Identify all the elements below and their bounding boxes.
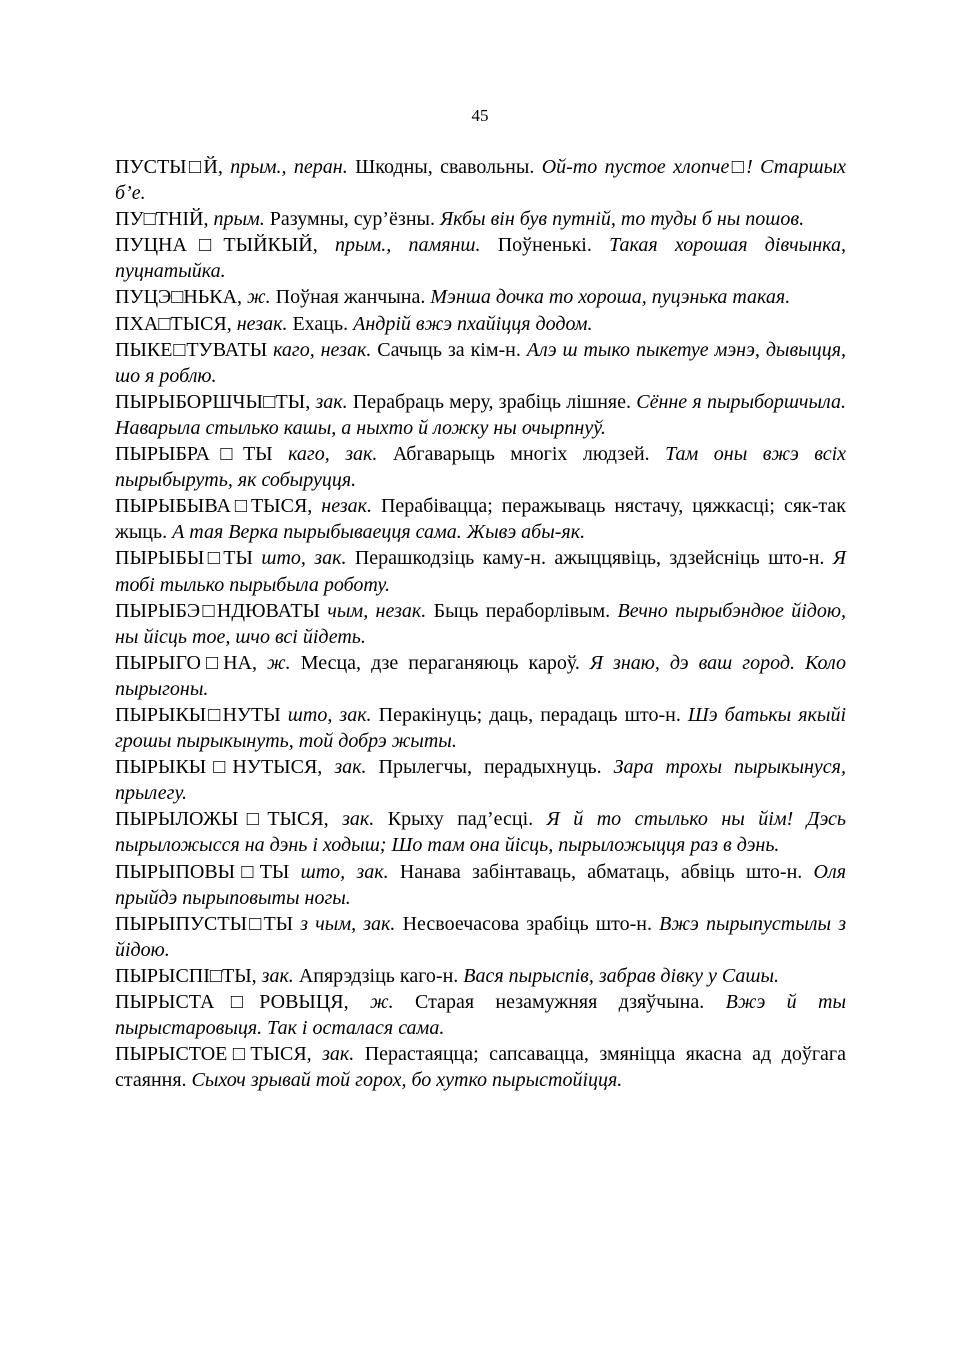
entry-definition: Крыху пад’есці. bbox=[387, 808, 547, 831]
entry-grammar-label: ж. bbox=[247, 286, 276, 309]
entry-headword: ПУЦЭ□НЬКА, bbox=[115, 286, 248, 309]
entry-grammar-label: ж. bbox=[267, 651, 301, 674]
entry-example: Ой-то пустое хлопче□! Старшых б’е. bbox=[115, 156, 847, 205]
entry-grammar-label: што, зак. bbox=[287, 703, 379, 726]
entry-example: Вечно пырыбэндюе йідою, ны йісць тое, шчо всі йідеть. bbox=[115, 599, 846, 648]
dictionary-entry bbox=[115, 389, 846, 441]
entry-definition: Перакінуць; даць, перадаць што-н. bbox=[378, 703, 688, 726]
dictionary-entry bbox=[115, 911, 846, 963]
entry-grammar-label: каго, незак. bbox=[273, 338, 378, 361]
dictionary-entry bbox=[115, 206, 846, 232]
entry-definition: Несвоечасова зрабіць што-н. bbox=[402, 912, 660, 935]
entry-grammar-label: што, зак. bbox=[300, 860, 400, 883]
entry-grammar-label: прым. bbox=[213, 208, 270, 231]
entry-example: Алэ ш тыко пыкетуе мэнэ, дывыцця, шо я роблю. bbox=[115, 338, 847, 387]
dictionary-entry bbox=[115, 311, 846, 337]
entry-example: Вжэ пырыпустылы з йідою. bbox=[115, 912, 847, 961]
entry-grammar-label: што, зак. bbox=[261, 547, 355, 570]
dictionary-entry bbox=[115, 154, 846, 206]
entry-grammar-label: зак. bbox=[322, 1043, 365, 1066]
entry-grammar-label: ж. bbox=[370, 991, 415, 1013]
entry-headword: ПУЦНА□ТЫЙКЫЙ, bbox=[115, 234, 335, 257]
entry-grammar-label: незак. bbox=[236, 312, 293, 335]
entry-definition: Старая незамужняя дзяўчына. bbox=[415, 991, 726, 1013]
entry-grammar-label: прым., памянш. bbox=[334, 234, 498, 257]
entry-headword: ПЫРЫКЫ□НУТЫ bbox=[115, 703, 288, 726]
dictionary-entry bbox=[115, 963, 846, 989]
dictionary-entry bbox=[115, 284, 846, 310]
entry-definition: Сачыць за кім-н. bbox=[377, 338, 527, 361]
entry-example: Андрій вжэ пхайіцця додом. bbox=[353, 312, 593, 335]
entry-headword: ПЫРЫПОВЫ□ТЫ bbox=[115, 860, 301, 883]
dictionary-entry bbox=[115, 337, 846, 389]
entry-headword: ПЫРЫСТОЕ□ТЫСЯ, bbox=[115, 1043, 323, 1066]
entry-example: Вжэ й ты пырыстаровыця. Так і осталася сама. bbox=[115, 991, 846, 1040]
entry-example: Я тобі тылько пырыбыла роботу. bbox=[115, 547, 846, 596]
entry-headword: ПЫРЫГО□НА, bbox=[115, 651, 268, 674]
entry-definition: Поўная жанчына. bbox=[275, 286, 431, 309]
entry-headword: ПУСТЫ□Й, bbox=[115, 156, 231, 178]
entry-example: Сённе я пырыборшчыла. Наварыла стылько кашы, а ныхто й ложку ны очырпнуў. bbox=[115, 390, 846, 439]
entry-definition: Быць пераборлівым. bbox=[433, 599, 618, 622]
entry-definition: Перашкодзіць каму-н. ажыццявіць, здзейсніць што-н. bbox=[354, 547, 833, 570]
entry-headword: ПЫРЫБЭ□НДЮВАТЫ bbox=[115, 599, 328, 622]
entry-example: Мэнша дочка то хороша, пуцэнька такая. bbox=[430, 286, 791, 309]
entry-headword: ПЫРЫЛОЖЫ□ТЫСЯ, bbox=[115, 808, 343, 831]
dictionary-entry bbox=[115, 493, 846, 545]
dictionary-entry bbox=[115, 545, 846, 597]
entry-definition: Разумны, сур’ёзны. bbox=[269, 208, 440, 231]
dictionary-entry bbox=[115, 232, 846, 284]
entry-definition: Поўненькі. bbox=[497, 234, 610, 257]
dictionary-entry bbox=[115, 859, 846, 911]
entry-example: Вася пырыспів, забрав дівку у Сашы. bbox=[463, 964, 779, 987]
entry-headword: ПХА□ТЫСЯ, bbox=[115, 312, 237, 335]
entry-definition: Абгаварыць многіх людзей. bbox=[392, 443, 666, 466]
entry-definition: Ехаць. bbox=[292, 312, 354, 335]
entry-grammar-label: прым., перан. bbox=[230, 156, 356, 178]
entries-container bbox=[115, 154, 846, 1093]
dictionary-entry bbox=[115, 598, 846, 650]
entry-example: Я знаю, дэ ваш город. Коло пырыгоны. bbox=[115, 651, 846, 700]
entry-grammar-label: з чым, зак. bbox=[300, 912, 403, 935]
entry-grammar-label: чым, незак. bbox=[327, 599, 434, 622]
dictionary-entry bbox=[115, 989, 846, 1041]
entry-example: А тая Верка пырыбываецця сама. Жывэ абы-як. bbox=[172, 521, 586, 544]
entry-headword: ПЫРЫБРА□ТЫ bbox=[115, 443, 289, 466]
entry-definition: Перабраць меру, зрабіць лішняе. bbox=[352, 390, 637, 413]
dictionary-entry bbox=[115, 650, 846, 702]
dictionary-entry bbox=[115, 441, 846, 493]
entry-headword: ПЫРЫСПІ□ТЫ, bbox=[115, 964, 262, 987]
entry-headword: ПЫРЫКЫ□НУТЫСЯ, bbox=[115, 756, 335, 779]
entry-example: Я й то стылько ны йім! Дэсь пырыложысся на дэнь і ходыш; Шо там она йісць, пырыложыцця раз в дэнь. bbox=[115, 808, 846, 857]
entry-definition: Нанава забінтаваць, абматаць, абвіць што-н. bbox=[399, 860, 814, 883]
entry-definition: Апярэдзіць каго-н. bbox=[298, 964, 464, 987]
entry-example: Шэ батькы якыйі грошы пырыкынуть, той добрэ жыты. bbox=[115, 703, 846, 753]
entry-grammar-label: зак. bbox=[334, 756, 379, 779]
entry-headword: ПЫРЫБЫ□ТЫ bbox=[115, 547, 262, 570]
dictionary-entry bbox=[115, 754, 846, 806]
entry-grammar-label: незак. bbox=[321, 495, 381, 518]
entry-example: Оля прыйдэ пырыповыты ногы. bbox=[115, 860, 847, 909]
entry-grammar-label: зак. bbox=[261, 964, 299, 987]
entry-definition: Перабівацца; перажываць нястачу, цяжкасці; сяк-так жыць. bbox=[115, 495, 846, 544]
dictionary-entry bbox=[115, 702, 846, 754]
entry-headword: ПЫРЫСТА□РОВЫЦЯ, bbox=[115, 991, 371, 1013]
dictionary-entry bbox=[115, 1041, 846, 1093]
entry-example: Якбы він був путній, то туды б ны пошов. bbox=[439, 208, 805, 231]
entry-grammar-label: зак. bbox=[342, 808, 388, 831]
entry-definition: Перастаяцца; сапсавацца, змяніцца якасна ад доўгага стаяння. bbox=[115, 1043, 846, 1092]
entry-grammar-label: зак. bbox=[315, 390, 353, 413]
entry-headword: ПУ□ТНІЙ, bbox=[115, 208, 214, 231]
entry-headword: ПЫКЕ□ТУВАТЫ bbox=[115, 338, 274, 361]
entry-definition: Шкодны, свавольны. bbox=[355, 156, 542, 178]
entry-headword: ПЫРЫБОРШЧЫ□ТЫ, bbox=[115, 390, 316, 413]
entry-example: Сыхоч зрывай той горох, бо хутко пырыстойіцця. bbox=[191, 1069, 623, 1092]
entry-example: Такая хорошая дівчынка, пуцнатыйка. bbox=[115, 234, 847, 283]
entry-example: Зара трохы пырыкынуся, прылегу. bbox=[115, 756, 846, 805]
entry-grammar-label: каго, зак. bbox=[288, 443, 393, 466]
entry-example: Там оны вжэ всіх пырыбыруть, як собыруцця. bbox=[115, 443, 847, 492]
entry-definition: Месца, дзе пераганяюць кароў. bbox=[300, 651, 590, 674]
entry-headword: ПЫРЫПУСТЫ□ТЫ bbox=[115, 912, 301, 935]
entry-headword: ПЫРЫБЫВА□ТЫСЯ, bbox=[115, 495, 322, 518]
dictionary-entry bbox=[115, 806, 846, 858]
entry-definition: Прылегчы, перадыхнуць. bbox=[378, 756, 614, 779]
page-number: 45 bbox=[471, 106, 489, 125]
